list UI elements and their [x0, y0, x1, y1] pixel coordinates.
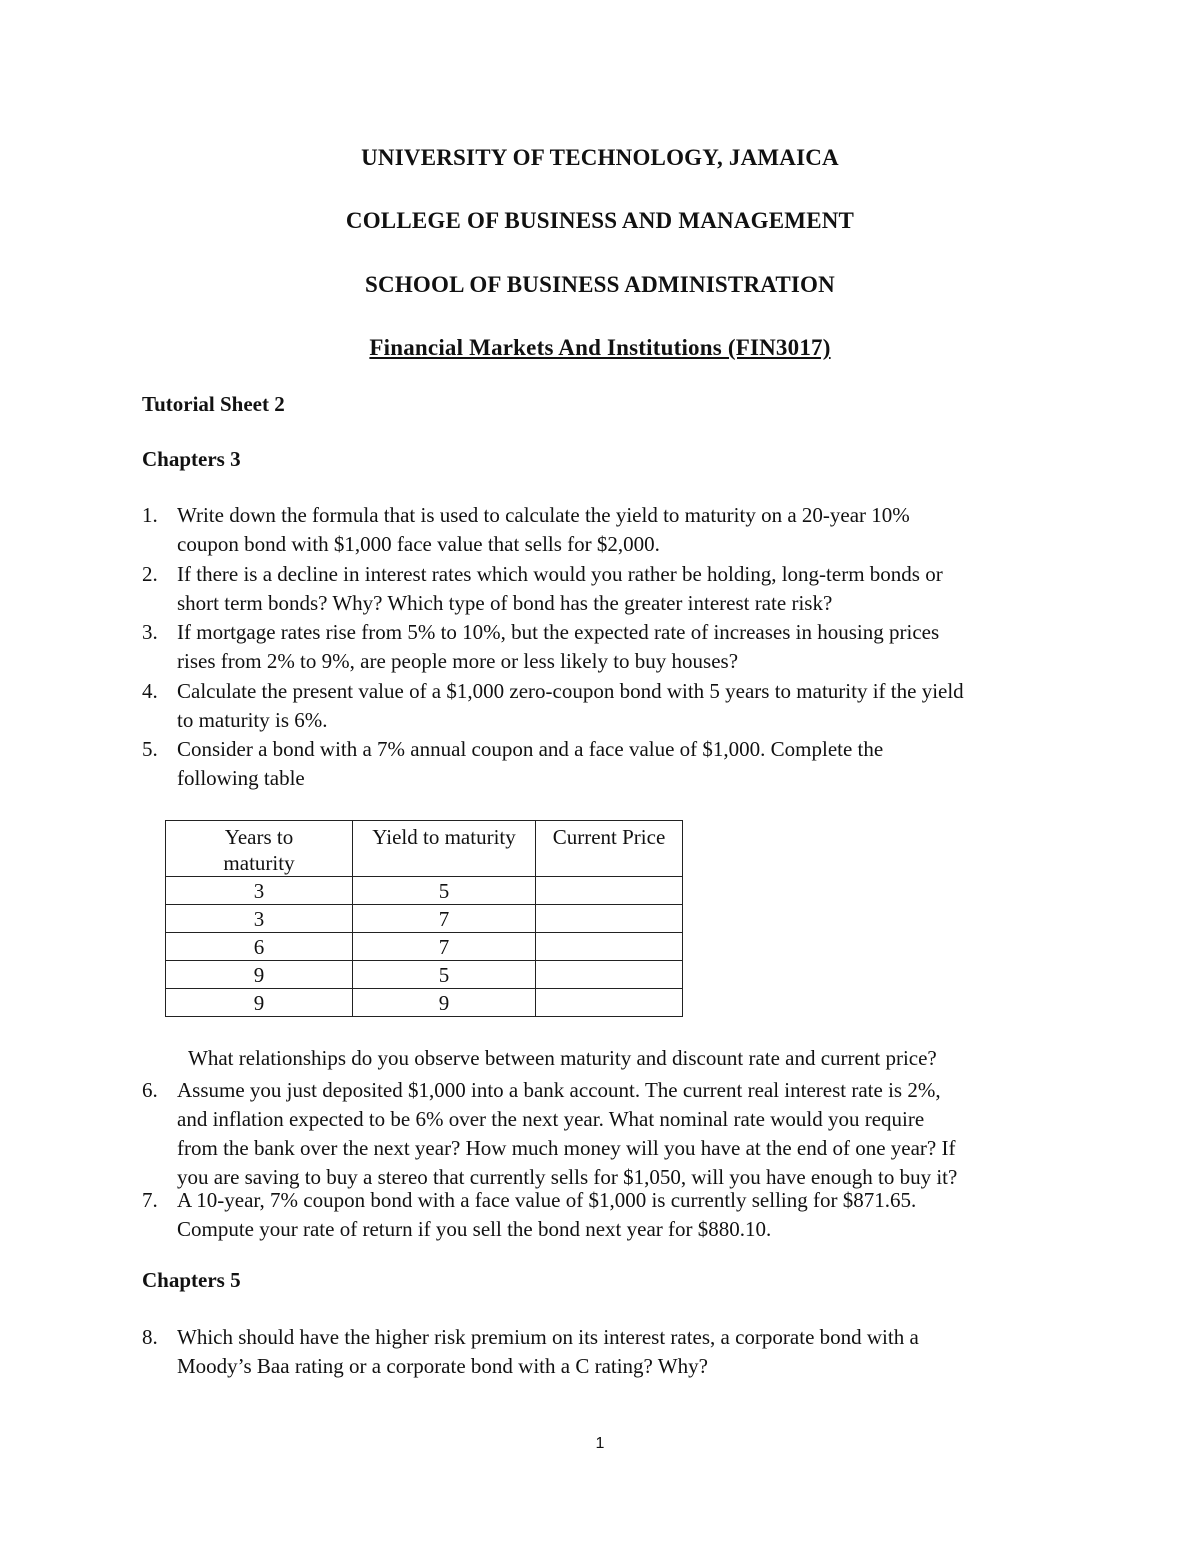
table-header-price: Current Price: [536, 821, 683, 877]
question-number: 1.: [142, 503, 158, 527]
question-line: and inflation expected to be 6% over the next year. What nominal rate would you require: [177, 1107, 925, 1131]
question-line: Consider a bond with a 7% annual coupon and a face value of $1,000. Complete the: [177, 737, 884, 761]
question-number: 7.: [142, 1188, 158, 1212]
table-cell-price[interactable]: [536, 961, 683, 989]
question-6: [142, 1076, 1072, 1192]
question-line: Assume you just deposited $1,000 into a bank account. The current real interest rate is 2%,: [177, 1078, 941, 1102]
section-label-chapter-3: Chapters 3: [142, 447, 241, 471]
header-line: maturity: [223, 851, 295, 875]
question-number: 5.: [142, 737, 158, 761]
question-line: from the bank over the next year? How much money will you have at the end of one year? If: [177, 1136, 956, 1160]
question-line: Which should have the higher risk premium on its interest rates, a corporate bond with a: [177, 1325, 919, 1349]
table-header-years: [166, 821, 353, 877]
table-follow-up-question: What relationships do you observe between maturity and discount rate and current price?: [188, 1046, 937, 1070]
question-line: Calculate the present value of a $1,000 zero-coupon bond with 5 years to maturity if the yield: [177, 679, 964, 703]
question-2: [142, 560, 1072, 618]
question-4: [142, 677, 1072, 735]
table-cell-years: 6: [166, 933, 353, 961]
bond-table: [165, 820, 683, 1017]
table-cell-price[interactable]: [536, 905, 683, 933]
page-number: 1: [595, 1435, 605, 1452]
question-line: to maturity is 6%.: [177, 708, 328, 732]
question-line: If mortgage rates rise from 5% to 10%, but the expected rate of increases in housing prices: [177, 620, 940, 644]
question-number: 8.: [142, 1325, 158, 1349]
question-line: Moody’s Baa rating or a corporate bond with a C rating? Why?: [177, 1354, 708, 1378]
header-line: Years to: [224, 825, 294, 849]
table-cell-yield: 9: [353, 989, 536, 1017]
question-line: following table: [177, 766, 305, 790]
question-number: 4.: [142, 679, 158, 703]
question-8: [142, 1323, 1072, 1381]
question-line: you are saving to buy a stereo that currently sells for $1,050, will you have enough to buy it?: [177, 1165, 958, 1189]
table-cell-years: 3: [166, 905, 353, 933]
table-row: [166, 933, 683, 961]
table-cell-yield: 7: [353, 933, 536, 961]
question-number: 3.: [142, 620, 158, 644]
table-cell-price[interactable]: [536, 989, 683, 1017]
question-line: Compute your rate of return if you sell the bond next year for $880.10.: [177, 1217, 772, 1241]
question-line: short term bonds? Why? Which type of bond has the greater interest rate risk?: [177, 591, 833, 615]
question-7: [142, 1186, 1072, 1244]
table-cell-years: 3: [166, 877, 353, 905]
school-heading: SCHOOL OF BUSINESS ADMINISTRATION: [365, 272, 835, 297]
table-row: [166, 989, 683, 1017]
question-5: [142, 735, 1072, 793]
question-3: [142, 618, 1072, 676]
question-number: 6.: [142, 1078, 158, 1102]
table-cell-yield: 5: [353, 961, 536, 989]
tutorial-label: Tutorial Sheet 2: [142, 392, 285, 416]
table-header-row: [166, 821, 683, 877]
question-line: A 10-year, 7% coupon bond with a face value of $1,000 is currently selling for $871.65.: [177, 1188, 917, 1212]
section-label-chapter-5: Chapters 5: [142, 1268, 241, 1292]
table-cell-yield: 7: [353, 905, 536, 933]
college-heading: COLLEGE OF BUSINESS AND MANAGEMENT: [345, 208, 855, 233]
table-row: [166, 905, 683, 933]
question-number: 2.: [142, 562, 158, 586]
question-line: rises from 2% to 9%, are people more or less likely to buy houses?: [177, 649, 739, 673]
table-row: [166, 961, 683, 989]
table-cell-years: 9: [166, 961, 353, 989]
university-heading: UNIVERSITY OF TECHNOLOGY, JAMAICA: [361, 145, 839, 170]
question-line: If there is a decline in interest rates which would you rather be holding, long-term bonds or: [177, 562, 943, 586]
table-header-yield: Yield to maturity: [353, 821, 536, 877]
table-cell-years: 9: [166, 989, 353, 1017]
question-line: Write down the formula that is used to calculate the yield to maturity on a 20-year 10%: [177, 503, 910, 527]
question-line: coupon bond with $1,000 face value that sells for $2,000.: [177, 532, 660, 556]
table-cell-price[interactable]: [536, 877, 683, 905]
table-cell-yield: 5: [353, 877, 536, 905]
table-cell-price[interactable]: [536, 933, 683, 961]
course-title: Financial Markets And Institutions (FIN3017): [369, 335, 831, 360]
question-1: [142, 501, 1072, 559]
table-row: [166, 877, 683, 905]
